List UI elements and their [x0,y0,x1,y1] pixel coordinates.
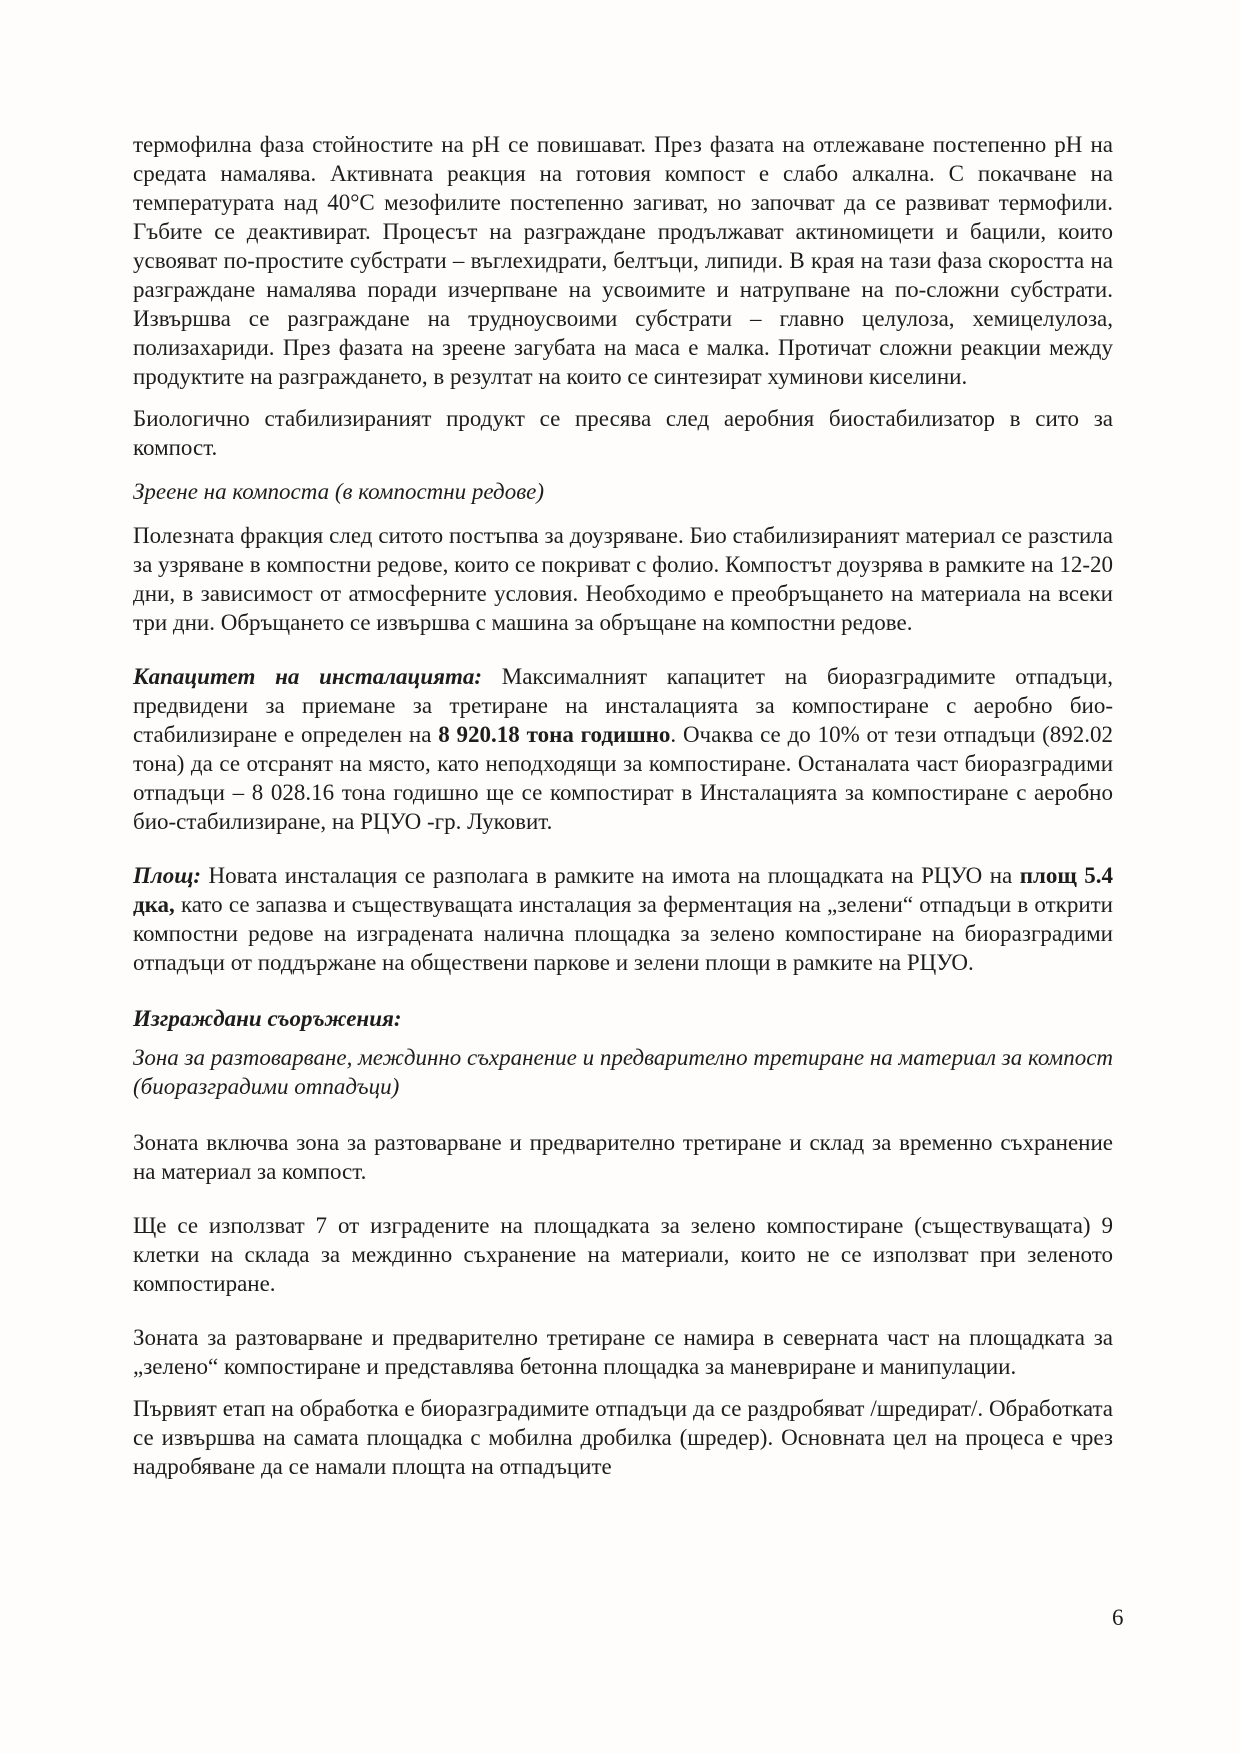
area-text-b: като се запазва и съществуващата инсталация за ферментация на „зелени“ отпадъци в открити компостни редове на изградената налична площадка за зелено компостиране на биоразградими отпадъци от поддържане на обществени паркове и зелени площи в рамките на РЦУО. [133,892,1113,975]
para-cells-usage: Ще се използват 7 от изградените на площадката за зелено компостиране (съществуващата) 9 клетки на склада за междинно съхранение на материали, които не се използват при зеленото компостиране. [133,1213,1113,1296]
area-text-a: Новата инсталация се разполага в рамките на имота на площадката на РЦУО на [201,863,1020,888]
para-useful-fraction: Полезната фракция след ситото постъпва за доузряване. Био стабилизираният материал се разстила за узряване в компостни редове, които се покриват с фолио. Компостът доузрява в рамките на 12-20 дни, в зависимост от атмосферните условия. Необходимо е преобръщането на материала на всеки три дни. Обръщането се извършва с машина за обръщане на компостни редове. [133,523,1113,635]
page-number: 6 [1112,1605,1124,1630]
capacity-bold-value: 8 920.18 тона годишно [438,722,671,747]
para-thermophilic-phase: термофилна фаза стойностите на pH се повишават. През фазата на отлежаване постепенно pH на средата намалява. Активната реакция на готовия компост е слабо алкална. С покачване на температурата над 40°С мезофилите постепенно загиват, но започват да се развиват термофили. Гъбите се деактивират. Процесът на разграждане продължават актиномицети и бацили, които усвояват по-простите субстрати – въглехидрати, белтъци, липиди. В края на тази фаза скоростта на разграждане намалява поради изчерпване на усвоимите и натрупване на по-сложни субстрати. Извършва се разграждане на трудноусвоими субстрати – главно целулоза, хемицелулоза, полизахариди. През фазата на зреене загубата на маса е малка. Протичат сложни реакции между продуктите на разграждането, в резултат на които се синтезират хуминови киселини. [133,132,1113,389]
area-bold-value: площ 5.4 дка, [133,863,1113,917]
area-label: Площ: [133,863,202,888]
heading-unloading-zone: Зона за разтоварване, междинно съхранение и предварително третиране на материал за компост (биоразградими отпадъци) [133,1045,1114,1099]
para-zone-location: Зоната за разтоварване и предварително третиране се намира в северната част на площадката за „зелено“ компостиране и представлява бетонна площадка за маневриране и манипулации. [133,1325,1113,1379]
para-capacity [133,662,1113,836]
heading-compost-ripening: Зреене на компоста (в компостни редове) [133,479,545,504]
capacity-text-b: . Очаква се до 10% от тези отпадъци (892.02 тона) да се отсранят на място, като неподходящи за компостиране. Останалата част биоразградими отпадъци – 8 028.16 тона годишно ще се компостират в Инсталацията за компостиране с аеробно био-стабилизиране, на РЦУО -гр. Луковит. [133,722,1113,834]
para-screening: Биологично стабилизираният продукт се пресява след аеробния биостабилизатор в сито за компост. [133,406,1113,460]
capacity-label: Капацитет на инсталацията: [133,664,483,689]
capacity-text-a: Максималният капацитет на биоразградимите отпадъци, предвидени за приемане за третиране на инсталацията за компостиране с аеробно био-стабилизиране е определен на [133,664,1113,747]
heading-built-facilities: Изграждани съоръжения: [133,1006,402,1031]
para-area [133,861,1113,977]
document-body [133,130,1113,1481]
para-first-stage: Първият етап на обработка е биоразградимите отпадъци да се раздробяват /шредират/. Обработката се извършва на самата площадка с мобилна дробилка (шредер). Основната цел на процеса е чрез надробяване да се намали площта на отпадъците [133,1396,1113,1479]
para-zone-includes: Зоната включва зона за разтоварване и предварително третиране и склад за временно съхранение на материал за компост. [133,1130,1113,1184]
